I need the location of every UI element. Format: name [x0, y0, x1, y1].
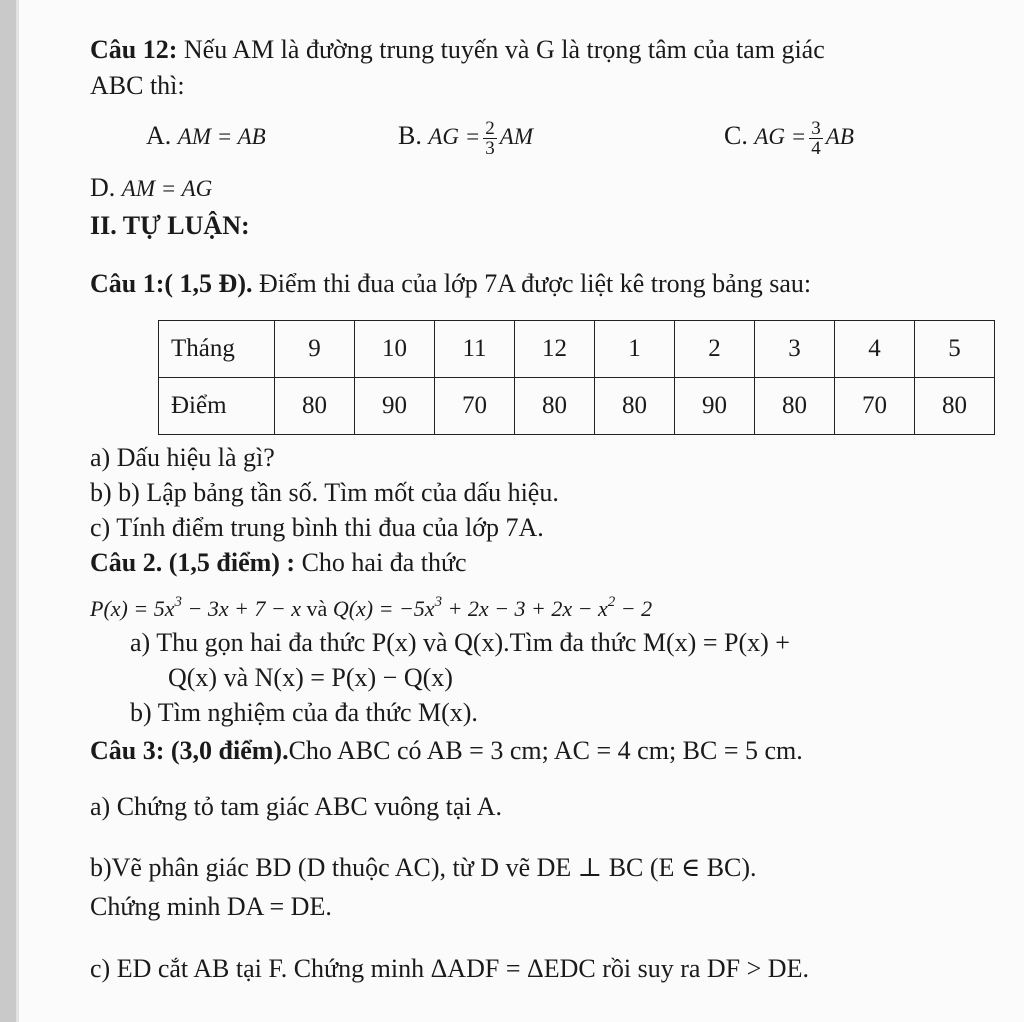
cau3-part-b-line1: b)Vẽ phân giác BD (D thuộc AC), từ D vẽ DE ⊥ BC (E ∈ BC).	[90, 853, 757, 882]
table-cell: 80	[915, 378, 995, 435]
q12-option-c-rhs: AB	[825, 124, 854, 149]
score-table	[158, 320, 995, 435]
table-cell: 90	[355, 378, 435, 435]
q12-option-a-label: A.	[146, 121, 172, 150]
table-cell: 80	[515, 378, 595, 435]
q12-option-d	[90, 172, 212, 205]
table-header-score: Điểm	[159, 378, 275, 435]
polynomial-q: Q(x) = −5x	[332, 596, 435, 621]
cau2-line	[90, 547, 467, 579]
table-cell: 70	[435, 378, 515, 435]
table-cell: 2	[675, 321, 755, 378]
q12-option-d-label: D.	[90, 173, 116, 202]
polynomial-p: P(x) = 5x	[90, 596, 175, 621]
table-cell: 80	[595, 378, 675, 435]
cau3-lead: Câu 3: (3,0 điểm).	[90, 736, 289, 765]
table-cell: 80	[755, 378, 835, 435]
cau3-text: Cho ABC có AB = 3 cm; AC = 4 cm; BC = 5 cm.	[288, 736, 803, 765]
cau3-part-a: a) Chứng tỏ tam giác ABC vuông tại A.	[90, 792, 503, 821]
table-cell: 12	[515, 321, 595, 378]
cau1-text: Điểm thi đua của lớp 7A được liệt kê trong bảng sau:	[252, 269, 812, 298]
table-cell: 80	[275, 378, 355, 435]
q12-option-b-rhs: AM	[499, 124, 533, 149]
q12-option-c-lhs: AG =	[754, 124, 807, 149]
table-cell: 9	[275, 321, 355, 378]
q12-option-b-lhs: AG =	[428, 124, 481, 149]
table-cell: 1	[595, 321, 675, 378]
window-left-edge	[0, 0, 16, 1022]
q12-lead: Câu 12:	[90, 35, 178, 64]
cau2-text: Cho hai đa thức	[295, 548, 467, 577]
q12-option-b	[398, 112, 533, 161]
cau2-polynomials: $P(x) = 5x^3 - 3x + 7 - x$ và $Q(x) = -5x^3 + 2x - 3 + 2x - x^2 - 2$	[90, 594, 653, 621]
cau3-part-b-line2: Chứng minh DA = DE.	[90, 892, 332, 921]
table-cell: 5	[915, 321, 995, 378]
cau2-part-b: b) Tìm nghiệm của đa thức M(x).	[130, 698, 478, 727]
table-header-month: Tháng	[159, 321, 275, 378]
cau3-line	[90, 735, 803, 767]
q12-line2: ABC thì:	[90, 71, 185, 100]
table-cell: 70	[835, 378, 915, 435]
cau1-part-a: a) Dấu hiệu là gì?	[90, 443, 275, 472]
q12-option-a	[146, 120, 266, 153]
q12-option-c-label: C.	[724, 121, 748, 150]
table-cell: 4	[835, 321, 915, 378]
cau2-lead: Câu 2. (1,5 điểm) :	[90, 548, 296, 577]
q12-option-c-fraction: $\frac{3}{4}$	[811, 117, 821, 159]
section-title: II. TỰ LUẬN:	[90, 211, 250, 240]
cau2-part-a-line1: a) Thu gọn hai đa thức P(x) và Q(x).Tìm đa thức M(x) = P(x) +	[130, 628, 790, 657]
table-row	[159, 321, 995, 378]
cau1-part-c: c) Tính điểm trung bình thi đua của lớp 7A.	[90, 513, 544, 542]
q12-option-a-expr: AM = AB	[177, 124, 266, 149]
table-cell: 90	[675, 378, 755, 435]
table-cell: 3	[755, 321, 835, 378]
cau1-line	[90, 268, 811, 300]
q12-text1: Nếu AM là đường trung tuyến và G là trọng tâm của tam giác	[177, 35, 825, 64]
table-cell: 11	[435, 321, 515, 378]
q12-option-c	[724, 112, 854, 161]
cau3-part-c: c) ED cắt AB tại F. Chứng minh ΔADF = ΔEDC rồi suy ra DF > DE.	[90, 954, 809, 983]
q12-line1	[90, 34, 825, 66]
cau2-part-a-line2: Q(x) và N(x) = P(x) − Q(x)	[168, 663, 453, 692]
q12-option-b-label: B.	[398, 121, 422, 150]
table-row	[159, 378, 995, 435]
q12-option-d-expr: AM = AG	[121, 176, 213, 201]
cau1-lead: Câu 1:( 1,5 Đ).	[90, 269, 253, 298]
q12-option-b-fraction: $\frac{2}{3}$	[485, 117, 495, 159]
table-cell: 10	[355, 321, 435, 378]
cau1-part-b: b) b) Lập bảng tần số. Tìm mốt của dấu hiệu.	[90, 478, 559, 507]
